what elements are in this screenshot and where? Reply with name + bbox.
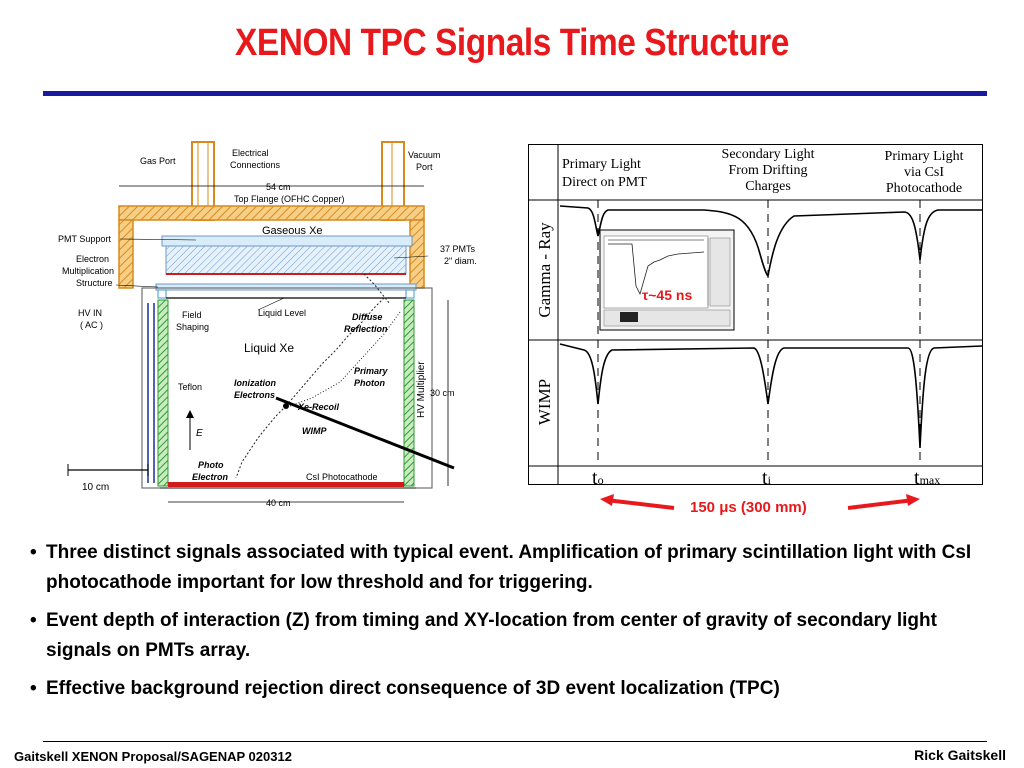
label-hv-multiplier: HV Multiplier (416, 361, 427, 418)
label-dim-top: 54 cm (266, 182, 291, 192)
hv-chain (148, 303, 154, 483)
timing-label: 150 μs (300 mm) (690, 499, 807, 516)
label-electrical: Electrical (232, 148, 269, 158)
col3-line2: via CsI (903, 165, 945, 180)
label-xe-recoil: Xe-Recoil (298, 402, 340, 412)
label-electron: Electron (76, 254, 110, 264)
col1-line1: Primary Light (562, 157, 641, 172)
label-electrons: Electrons (234, 390, 276, 400)
label-electron2: Electron (192, 472, 229, 482)
label-shaping: Shaping (176, 322, 210, 332)
label-teflon: Teflon (178, 382, 203, 392)
col3-line1: Primary Light (884, 149, 964, 164)
label-scale: 10 cm (82, 482, 110, 493)
label-field: Field (182, 310, 202, 320)
tpc-diagram (44, 138, 484, 510)
label-pmts-1: 37 PMTs (440, 244, 476, 254)
scope-inset (600, 230, 734, 330)
footer-right: Rick Gaitskell (914, 747, 1006, 763)
signals-figure (528, 144, 984, 488)
label-ac: ( AC ) (80, 320, 104, 330)
label-photon: Photon (354, 378, 385, 388)
label-gas-port: Gas Port (140, 156, 176, 166)
label-structure: Structure (76, 278, 113, 288)
slide-title: XENON TPC Signals Time Structure (235, 22, 789, 64)
label-port: Port (416, 162, 433, 172)
label-ionization: Ionization (234, 378, 276, 388)
label-photo: Photo (198, 460, 224, 470)
label-multiplication: Multiplication (62, 266, 115, 276)
col2-line3: Charges (745, 179, 791, 194)
col2-line2: From Drifting (728, 163, 808, 178)
bullet-list (30, 538, 1000, 712)
top-flange (119, 206, 424, 220)
pmt-array (166, 246, 406, 274)
footer-left: Gaitskell XENON Proposal/SAGENAP 020312 (14, 749, 292, 764)
field-shaping-right (404, 300, 414, 486)
footer-rule (43, 741, 987, 742)
row-label-gamma: Gamma - Ray (535, 222, 554, 318)
bullet-item: • Event depth of interaction (Z) from timing and XY-location from center of gravity of secondary light signals on PMTs array. (30, 610, 937, 661)
tau-annotation: τ~45 ns (642, 287, 693, 303)
bullet-item: • Effective background rejection direct consequence of 3D event localization (TPC) (30, 678, 780, 699)
label-top-flange: Top Flange (OFHC Copper) (234, 194, 345, 204)
label-liquid-xe: Liquid Xe (244, 341, 295, 355)
label-csi: CsI Photocathode (306, 472, 378, 482)
row-label-wimp: WIMP (535, 378, 554, 426)
label-pmt-support: PMT Support (58, 234, 111, 244)
label-liquid-level: Liquid Level (258, 308, 307, 318)
bullet-item: • Three distinct signals associated with typical event. Amplification of primary scintillation light with CsI photocathode important for low threshold and for triggering. (30, 542, 972, 593)
electron-multiplication-structure (156, 284, 416, 290)
label-gaseous-xe: Gaseous Xe (262, 225, 323, 237)
title-rule (43, 91, 987, 96)
label-connections: Connections (230, 160, 281, 170)
label-vacuum: Vacuum (408, 150, 441, 160)
label-reflection: Reflection (344, 324, 388, 334)
time-label-ti: ti (762, 467, 771, 488)
label-hv-in: HV IN (78, 308, 103, 318)
col3-line3: Photocathode (885, 181, 963, 196)
label-primary: Primary (354, 366, 388, 376)
label-pmts-2: 2" diam. (444, 256, 477, 266)
pmt-support (162, 236, 412, 246)
time-label-tmax: tmax (914, 467, 941, 488)
time-label-t0: to (592, 467, 604, 488)
label-dim-bottom: 40 cm (266, 498, 291, 508)
label-e-field: E (196, 428, 203, 439)
field-shaping-left (158, 300, 168, 486)
label-diffuse: Diffuse (352, 312, 383, 322)
label-wimp: WIMP (302, 426, 327, 436)
col2-line1: Secondary Light (721, 147, 815, 162)
col1-line2: Direct on PMT (562, 175, 647, 190)
label-dim-side: 30 cm (430, 388, 455, 398)
csi-photocathode (168, 482, 404, 487)
